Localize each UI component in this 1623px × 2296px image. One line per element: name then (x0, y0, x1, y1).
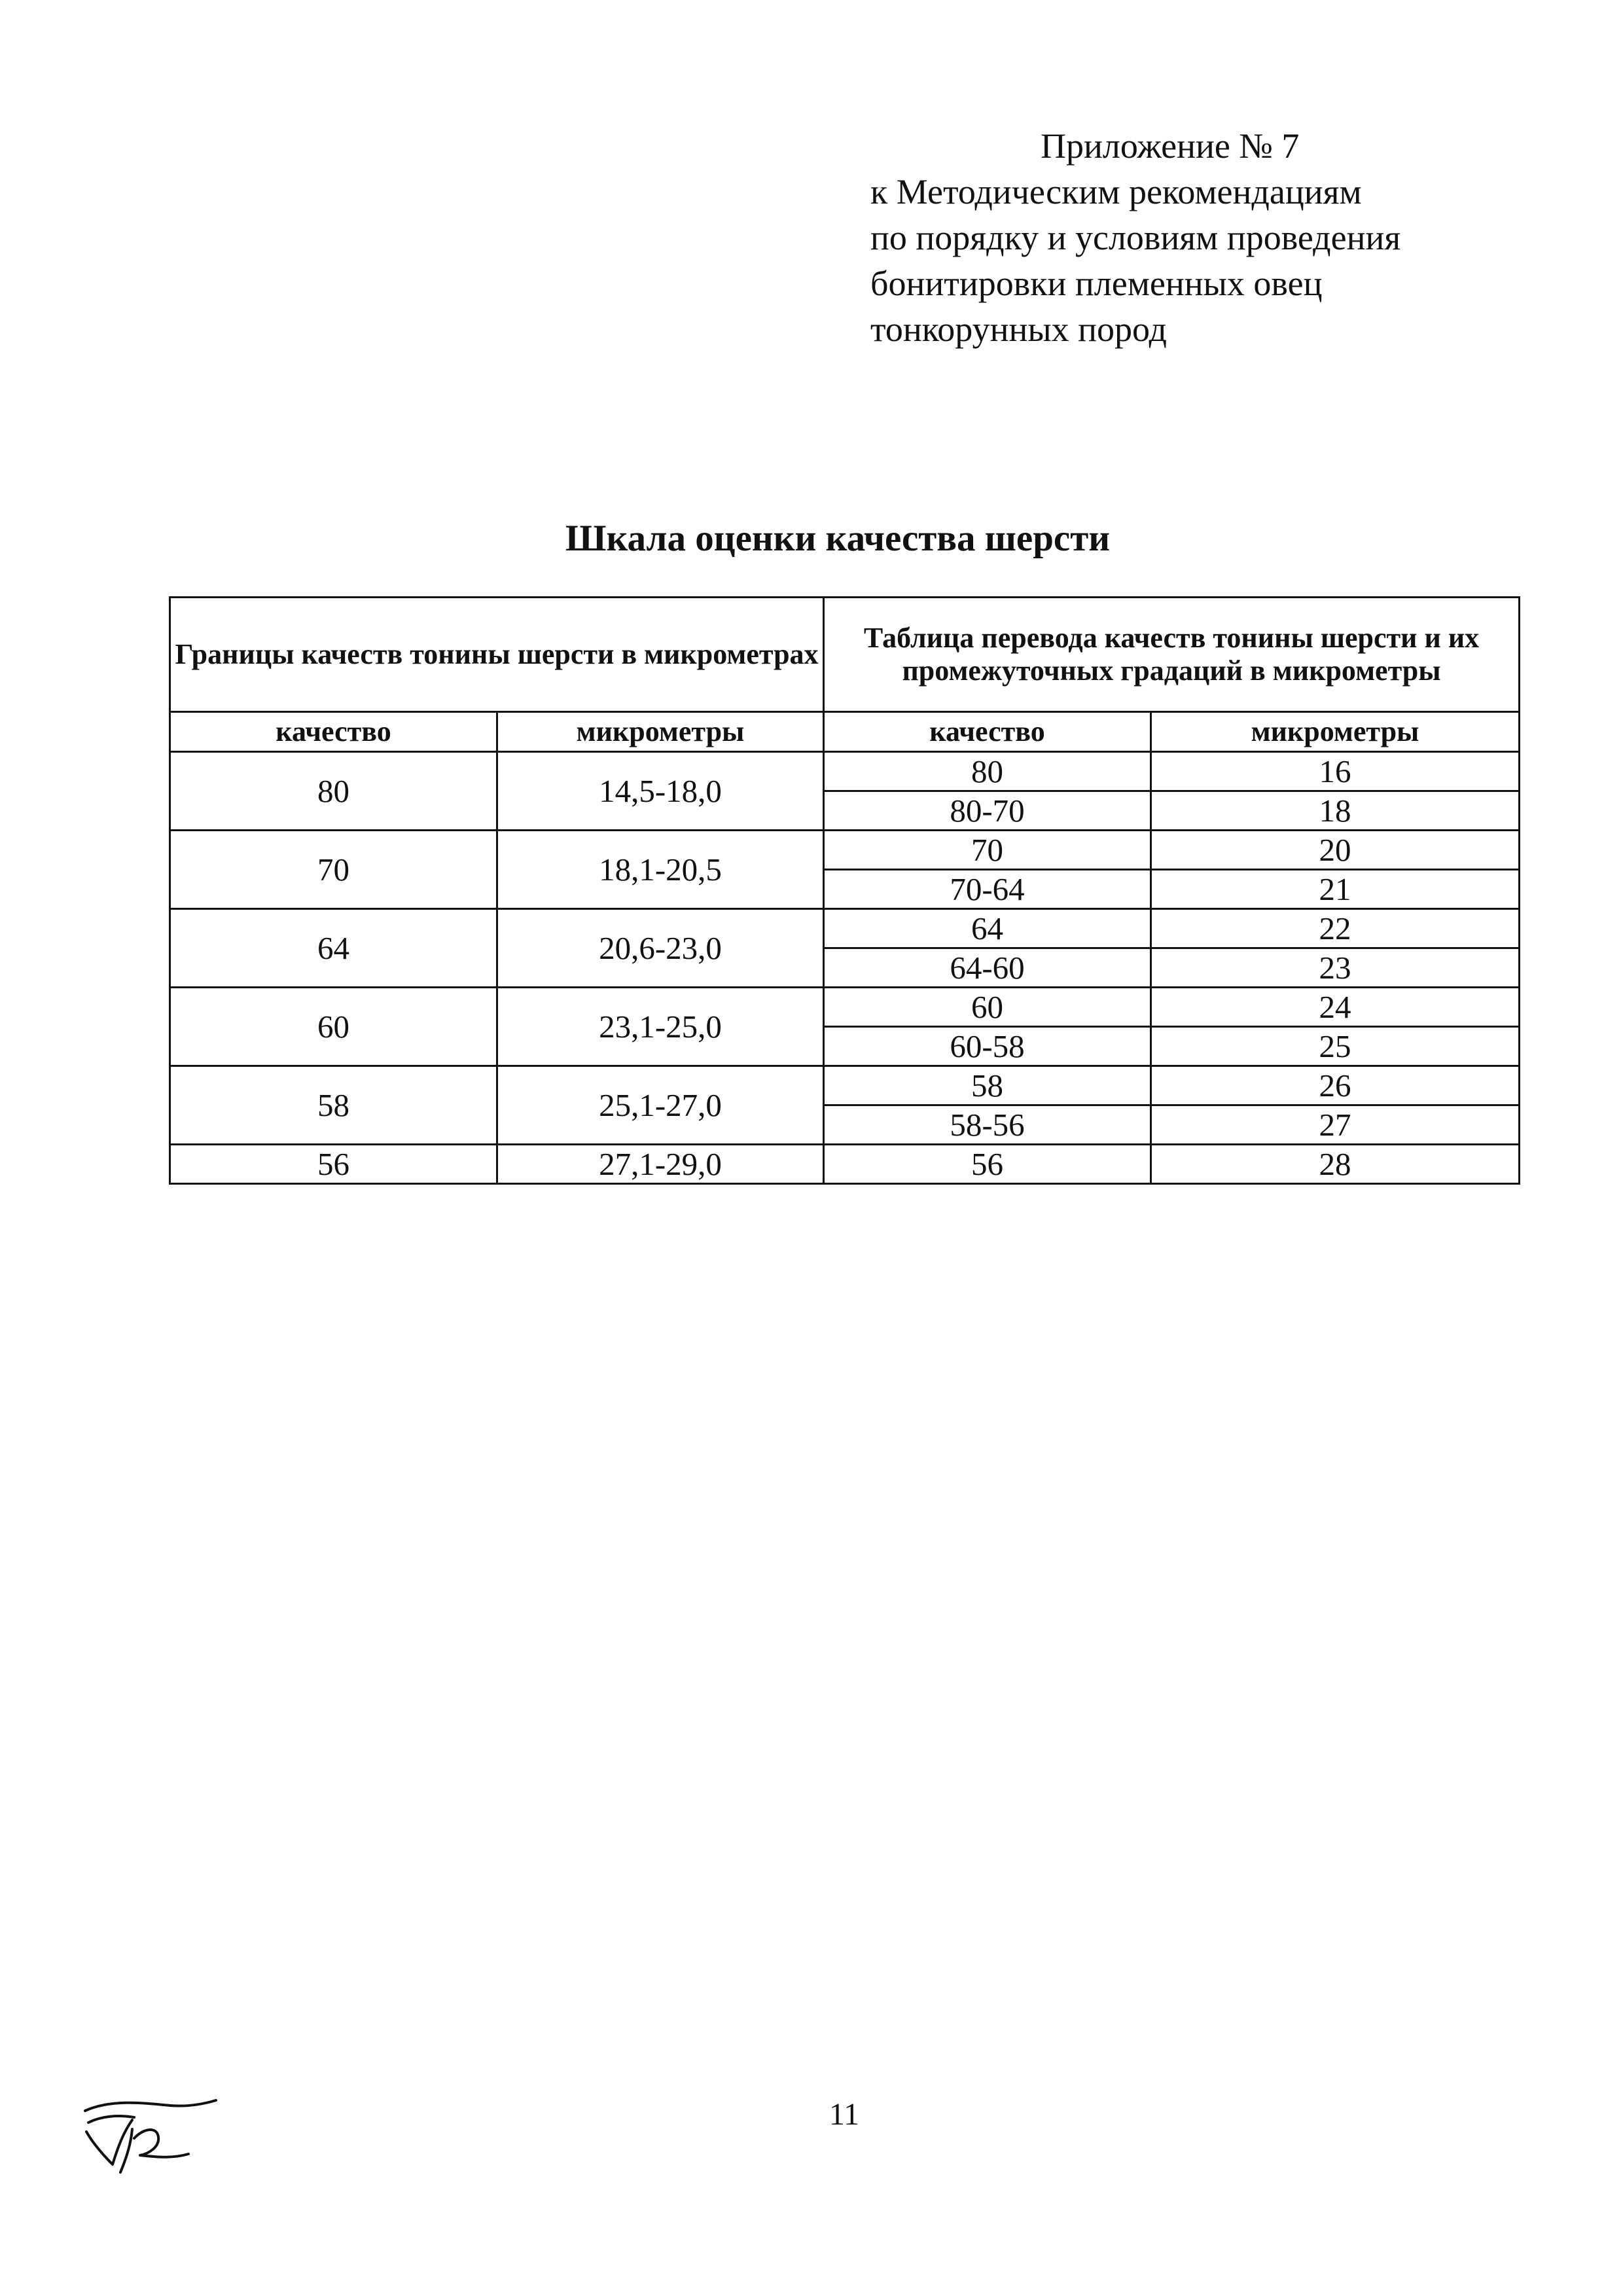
micron-range-cell: 25,1-27,0 (497, 1066, 824, 1145)
micron-range-cell: 23,1-25,0 (497, 988, 824, 1066)
grade-microns-cell: 16 (1151, 752, 1520, 791)
micron-range-cell: 14,5-18,0 (497, 752, 824, 831)
right-group-header: Таблица перевода качеств тонины шерсти и их промежуточных градаций в микрометры (824, 598, 1520, 712)
table-row (170, 831, 1520, 870)
grade-cell: 64-60 (824, 948, 1151, 988)
grade-microns-cell: 28 (1151, 1145, 1520, 1184)
micron-range-cell: 20,6-23,0 (497, 909, 824, 988)
quality-cell: 60 (170, 988, 497, 1066)
grade-cell: 56 (824, 1145, 1151, 1184)
column-header-quality: качество (170, 712, 497, 752)
quality-cell: 70 (170, 831, 497, 909)
table-group-header-row (170, 598, 1520, 712)
grade-cell: 58-56 (824, 1105, 1151, 1145)
grade-microns-cell: 22 (1151, 909, 1520, 948)
grade-microns-cell: 24 (1151, 988, 1520, 1027)
table-column-header-row (170, 712, 1520, 752)
micron-range-cell: 27,1-29,0 (497, 1145, 824, 1184)
grade-cell: 80 (824, 752, 1151, 791)
appendix-line: к Методическим рекомендациям (870, 172, 1362, 211)
appendix-line: тонкорунных пород (870, 310, 1167, 349)
grade-cell: 70-64 (824, 870, 1151, 909)
appendix-header (870, 123, 1525, 352)
page-title: Шкала оценки качества шерсти (565, 518, 1111, 559)
left-group-header: Границы качеств тонины шерсти в микрометрах (170, 598, 824, 712)
quality-cell: 64 (170, 909, 497, 988)
grade-cell: 80-70 (824, 791, 1151, 831)
grade-microns-cell: 25 (1151, 1027, 1520, 1066)
grade-cell: 58 (824, 1066, 1151, 1105)
grade-microns-cell: 20 (1151, 831, 1520, 870)
micron-range-cell: 18,1-20,5 (497, 831, 824, 909)
grade-microns-cell: 18 (1151, 791, 1520, 831)
table-row (170, 752, 1520, 791)
column-header-grade-microns: микрометры (1151, 712, 1520, 752)
grade-cell: 64 (824, 909, 1151, 948)
grade-cell: 60 (824, 988, 1151, 1027)
column-header-grade: качество (824, 712, 1151, 752)
grade-microns-cell: 27 (1151, 1105, 1520, 1145)
grade-microns-cell: 26 (1151, 1066, 1520, 1105)
quality-cell: 56 (170, 1145, 497, 1184)
appendix-title: Приложение № 7 (1041, 126, 1300, 166)
wool-quality-table (169, 596, 1520, 1185)
column-header-microns: микрометры (497, 712, 824, 752)
table-row (170, 1145, 1520, 1184)
quality-cell: 58 (170, 1066, 497, 1145)
table-row (170, 988, 1520, 1027)
grade-cell: 70 (824, 831, 1151, 870)
table-row (170, 909, 1520, 948)
quality-cell: 80 (170, 752, 497, 831)
grade-microns-cell: 23 (1151, 948, 1520, 988)
grade-cell: 60-58 (824, 1027, 1151, 1066)
grade-microns-cell: 21 (1151, 870, 1520, 909)
table-row (170, 1066, 1520, 1105)
appendix-line: бонитировки племенных овец (870, 264, 1323, 303)
appendix-line: по порядку и условиям проведения (870, 218, 1401, 257)
page-number: 11 (829, 2097, 860, 2132)
